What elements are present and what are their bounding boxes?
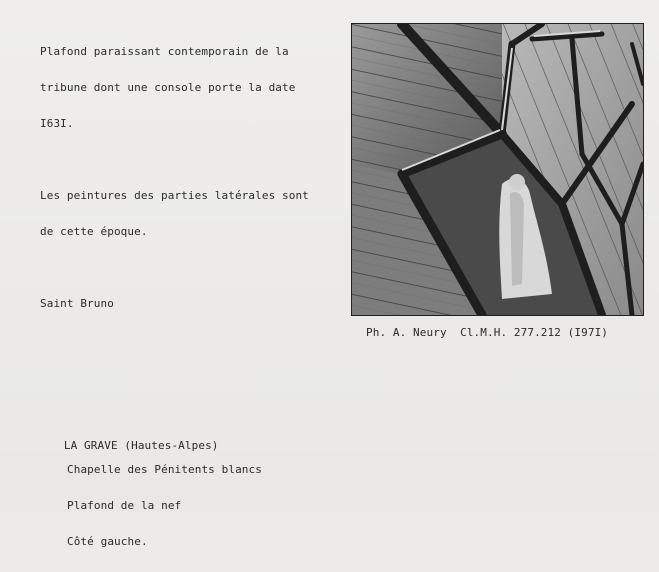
description-line: tribune dont une console porte la date: [40, 81, 296, 94]
description-text: [40, 22, 309, 334]
photograph: [351, 23, 644, 316]
place-name: LA GRAVE (Hautes-Alpes): [63, 439, 219, 452]
location-line: Plafond de la nef: [67, 499, 182, 512]
location-line: Chapelle des Pénitents blancs: [67, 463, 262, 476]
description-line: Plafond paraissant contemporain de la: [40, 45, 289, 58]
description-line: de cette époque.: [40, 225, 148, 238]
photo-credit: Ph. A. Neury Cl.M.H. 277.212 (I97I): [366, 326, 609, 339]
description-line: Les peintures des parties latérales sont: [40, 189, 309, 202]
location-block: [37, 428, 262, 572]
subject-name: Saint Bruno: [40, 297, 114, 310]
ceiling-photo: [352, 24, 643, 315]
description-line: I63I.: [40, 117, 74, 130]
location-line: Côté gauche.: [67, 535, 148, 548]
